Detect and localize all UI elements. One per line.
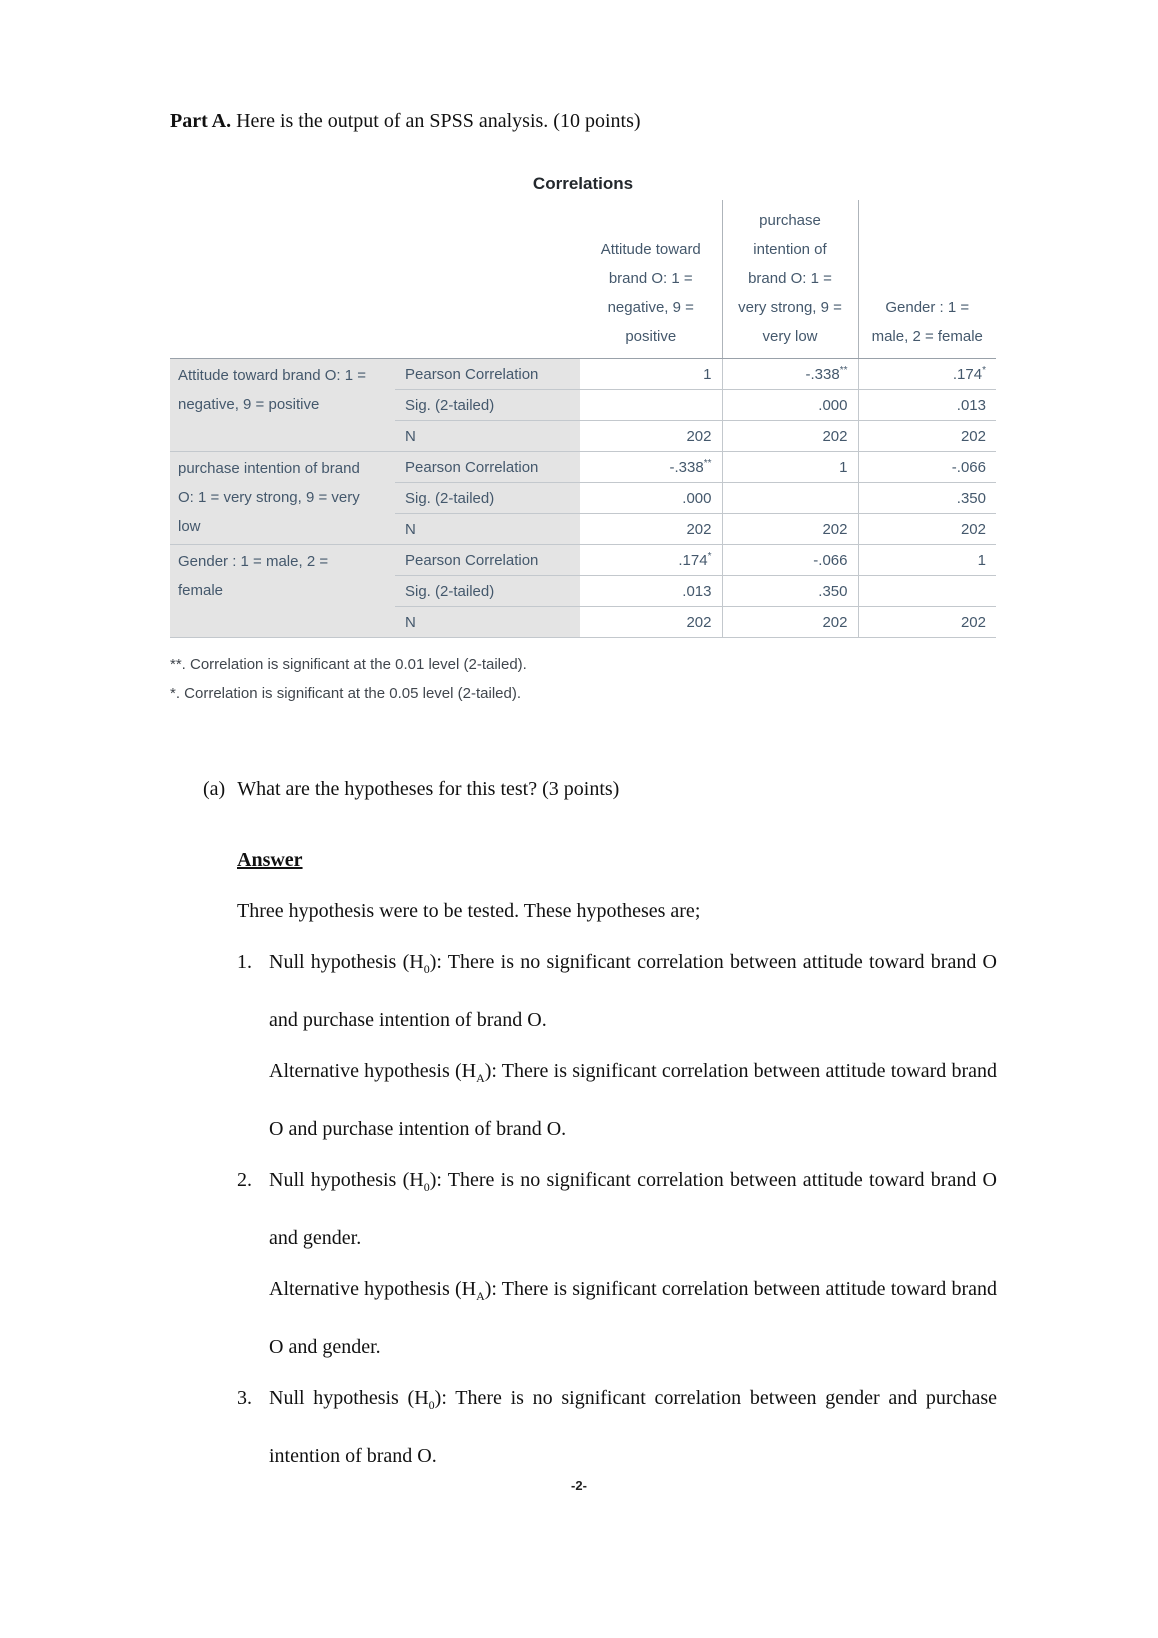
row-label-gender <box>170 545 395 638</box>
value-cell: 202 <box>580 421 722 452</box>
table-corner-cell <box>170 200 580 359</box>
null-hypothesis-paragraph: Null hypothesis $(H_0)$: There is no significant correlation between attitude toward brand O and purchase intention of brand O. <box>269 951 998 1031</box>
value-cell: .174* <box>580 545 722 576</box>
column-header-line: positive <box>625 328 677 345</box>
footnote-001-level: **. Correlation is significant at the 0.01 level (2-tailed). <box>170 656 527 673</box>
table-row <box>170 452 996 483</box>
null-hypothesis-paragraph: Null hypothesis $(H_0)$: There is no significant correlation between gender and purchase intention of brand O. <box>269 1387 997 1467</box>
column-header-line: purchase <box>759 212 821 229</box>
value-cell: 202 <box>580 514 722 545</box>
item-number: 1. <box>237 951 252 973</box>
value-cell: .000 <box>580 483 722 514</box>
column-header-line: negative, 9 = <box>607 299 694 316</box>
value-cell: .174* <box>858 359 996 390</box>
row-label-line: O: 1 = very strong, 9 = very <box>178 489 360 506</box>
part-heading-text: Here is the output of an SPSS analysis. (10 points) <box>231 110 641 132</box>
column-header-line: intention of <box>753 241 827 258</box>
column-header-line: brand O: 1 = <box>748 270 832 287</box>
table-row <box>170 359 996 390</box>
question-text: What are the hypotheses for this test? (3 points) <box>237 778 620 800</box>
value-cell: -.338** <box>722 359 858 390</box>
value-cell: .350 <box>722 576 858 607</box>
hypothesis-item-1 <box>237 937 997 1155</box>
answer-intro: Three hypothesis were to be tested. These hypotheses are; <box>237 900 701 922</box>
page-number: -2- <box>571 1478 587 1493</box>
value-cell: -.066 <box>858 452 996 483</box>
stat-label: Pearson Correlation <box>395 452 580 483</box>
footnote-005-level: *. Correlation is significant at the 0.05 level (2-tailed). <box>170 685 522 702</box>
stat-label: Pearson Correlation <box>395 359 580 390</box>
column-header-line: Gender : 1 = <box>885 299 970 316</box>
column-header-line: Attitude toward <box>600 241 701 258</box>
significance-mark: ** <box>839 364 848 376</box>
significance-mark: ** <box>703 457 712 469</box>
answer-heading: Answer <box>237 849 303 871</box>
significance-mark: * <box>982 364 986 376</box>
column-header-attitude <box>580 200 722 359</box>
value-cell: -.338** <box>580 452 722 483</box>
correlations-table <box>170 200 996 638</box>
row-label-line: low <box>178 518 201 535</box>
row-label-line: purchase intention of brand <box>178 460 360 477</box>
value-cell <box>580 390 722 421</box>
column-header-gender <box>858 200 996 359</box>
value-cell: 1 <box>858 545 996 576</box>
stat-label: N <box>395 421 580 452</box>
value-cell: 202 <box>722 421 858 452</box>
row-label-line: female <box>178 582 224 599</box>
item-number: 2. <box>237 1169 252 1191</box>
row-label-purchase <box>170 452 395 545</box>
stat-label: N <box>395 607 580 638</box>
value-cell: 202 <box>580 607 722 638</box>
row-label-line: Attitude toward brand O: 1 = <box>178 367 367 384</box>
value-cell: 202 <box>722 514 858 545</box>
stat-label: Sig. (2-tailed) <box>395 576 580 607</box>
value-cell: 202 <box>858 607 996 638</box>
question-a <box>170 764 996 815</box>
row-label-line: negative, 9 = positive <box>178 396 320 413</box>
table-row <box>170 545 996 576</box>
value-cell <box>722 483 858 514</box>
value-cell: -.066 <box>722 545 858 576</box>
stat-label: Sig. (2-tailed) <box>395 390 580 421</box>
stat-label: Sig. (2-tailed) <box>395 483 580 514</box>
column-header-purchase <box>722 200 858 359</box>
significance-mark: * <box>707 550 712 562</box>
column-header-line: male, 2 = female <box>871 328 983 345</box>
table-title: Correlations <box>532 174 634 193</box>
value-cell: 202 <box>858 421 996 452</box>
hypothesis-item-2 <box>237 1155 997 1373</box>
table-footnotes <box>170 650 996 708</box>
value-cell: 202 <box>858 514 996 545</box>
stat-label: N <box>395 514 580 545</box>
alternative-hypothesis-paragraph: Alternative hypothesis $(H_A)$: There is significant correlation between attitude toward brand O and purchase intention of brand O. <box>269 1060 998 1140</box>
alternative-hypothesis-paragraph: Alternative hypothesis $(H_A)$: There is significant correlation between attitude toward brand O and gender. <box>269 1278 998 1358</box>
row-label-attitude <box>170 359 395 452</box>
stat-label: Pearson Correlation <box>395 545 580 576</box>
value-cell: .350 <box>858 483 996 514</box>
answer-section <box>237 835 997 1482</box>
value-cell: .013 <box>858 390 996 421</box>
value-cell: .000 <box>722 390 858 421</box>
value-cell: .013 <box>580 576 722 607</box>
item-number: 3. <box>237 1387 252 1409</box>
value-cell: 1 <box>722 452 858 483</box>
row-label-line: Gender : 1 = male, 2 = <box>178 553 329 570</box>
part-label: Part A. <box>170 110 232 132</box>
page-content <box>170 0 996 1482</box>
null-hypothesis-paragraph: Null hypothesis $(H_0)$: There is no significant correlation between attitude toward brand O and gender. <box>269 1169 998 1249</box>
column-header-line: brand O: 1 = <box>608 270 693 287</box>
column-header-line: very low <box>762 328 818 345</box>
question-label: (a) <box>203 778 226 800</box>
value-cell <box>858 576 996 607</box>
hypothesis-item-3 <box>237 1373 997 1482</box>
value-cell: 202 <box>722 607 858 638</box>
value-cell: 1 <box>580 359 722 390</box>
column-header-line: very strong, 9 = <box>738 299 842 316</box>
table-header-row <box>170 200 996 359</box>
part-heading <box>170 108 996 134</box>
